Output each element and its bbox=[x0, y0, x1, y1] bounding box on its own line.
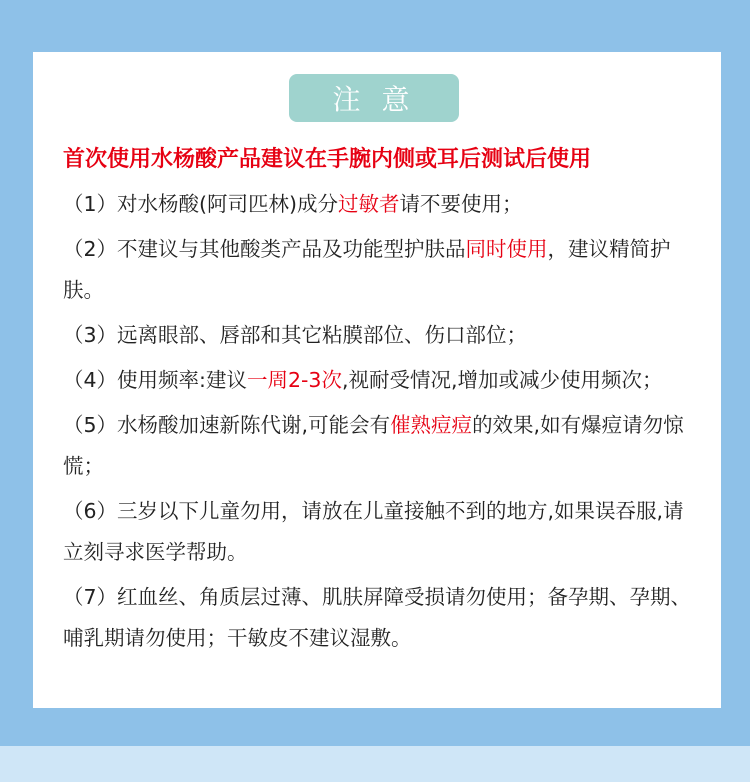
item-text: 远离眼部、唇部和其它粘膜部位、伤口部位； bbox=[117, 323, 528, 347]
notice-item-5 bbox=[63, 405, 695, 487]
notice-item-2 bbox=[63, 229, 695, 311]
notice-item-7 bbox=[63, 577, 695, 659]
notice-list bbox=[63, 184, 695, 663]
item-text: 使用频率:建议 bbox=[117, 368, 247, 392]
item-number: （1） bbox=[63, 192, 118, 216]
item-number: （5） bbox=[63, 413, 118, 437]
item-text: 水杨酸加速新陈代谢,可能会有 bbox=[117, 413, 391, 437]
item-number: （6） bbox=[63, 499, 118, 523]
notice-item-4 bbox=[63, 360, 695, 401]
item-highlight: 催熟痘痘 bbox=[390, 413, 473, 437]
item-text-tail: 请不要使用； bbox=[399, 192, 523, 216]
item-text-tail: ，建议精简护肤。 bbox=[63, 237, 671, 302]
notice-item-3 bbox=[63, 315, 695, 356]
item-highlight: 同时使用 bbox=[465, 237, 548, 261]
item-text: 三岁以下儿童勿用，请放在儿童接触不到的地方,如果误吞服,请立刻寻求医学帮助。 bbox=[63, 499, 684, 564]
item-number: （2） bbox=[63, 237, 118, 261]
item-text-tail: ,视耐受情况,增加或减少使用频次； bbox=[341, 368, 663, 392]
item-number: （4） bbox=[63, 368, 118, 392]
item-highlight: 一周2-3次 bbox=[246, 368, 342, 392]
item-text: 不建议与其他酸类产品及功能型护肤品 bbox=[117, 237, 466, 261]
item-text-tail: 的效果,如有爆痘请勿惊慌； bbox=[63, 413, 684, 478]
item-number: （3） bbox=[63, 323, 118, 347]
item-text: 对水杨酸(阿司匹林)成分 bbox=[117, 192, 339, 216]
notice-card bbox=[33, 52, 721, 708]
notice-title: 注 意 bbox=[289, 74, 459, 122]
lead-warning: 首次使用水杨酸产品建议在手腕内侧或耳后测试后使用 bbox=[63, 147, 592, 172]
notice-item-1 bbox=[63, 184, 695, 225]
item-highlight: 过敏者 bbox=[338, 192, 400, 216]
item-text: 红血丝、角质层过薄、肌肤屏障受损请勿使用；备孕期、孕期、哺乳期请勿使用；干敏皮不建议湿敷。 bbox=[63, 585, 692, 650]
bottom-strip bbox=[0, 746, 750, 782]
item-number: （7） bbox=[63, 585, 118, 609]
notice-item-6 bbox=[63, 491, 695, 573]
